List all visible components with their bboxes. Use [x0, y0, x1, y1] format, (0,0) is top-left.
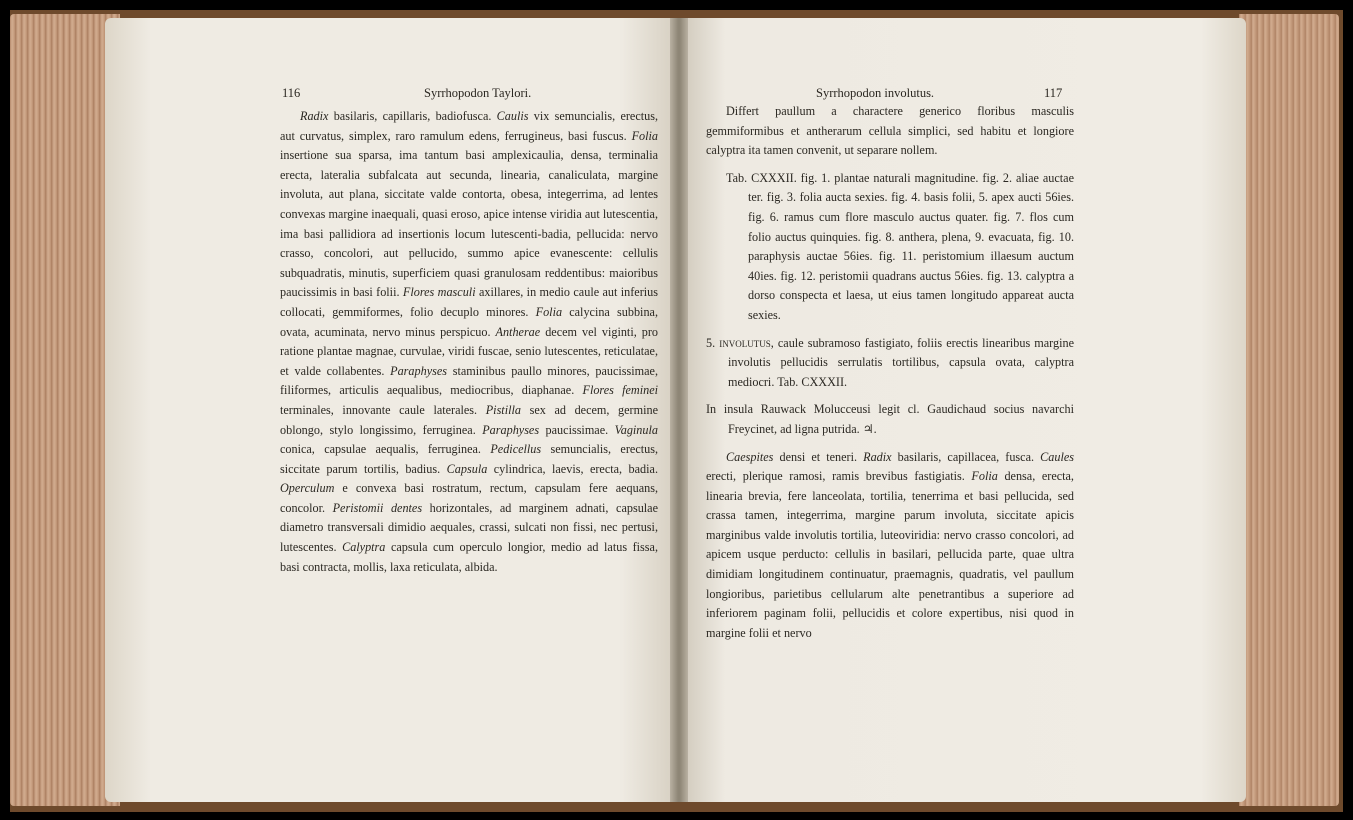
book-gutter	[670, 18, 688, 802]
right-page-number: 117	[1044, 86, 1063, 100]
description-term: Capsula	[446, 461, 488, 476]
description-term: Peristomii dentes	[332, 500, 423, 515]
description-text: terminales, innovante caule laterales.	[280, 402, 486, 417]
description-term: Antherae	[495, 324, 541, 339]
description-term: Flores feminei	[582, 383, 658, 398]
description-term: Folia	[631, 128, 658, 143]
caespites-term: Folia	[971, 469, 998, 484]
description-term: Pistilla	[485, 402, 521, 417]
description-term: Vaginula	[614, 422, 658, 437]
right-running-title: Syrrhopodon involutus.	[816, 86, 935, 100]
description-term: Folia	[535, 304, 563, 319]
description-text: cylindrica, laevis, erecta, badia.	[487, 461, 658, 476]
description-text: basilaris, capillaris, badiofusca.	[328, 109, 497, 123]
description-text: calycina subbina, ovata, acuminata, nervo minus perspicuo.	[280, 304, 658, 339]
species-diagnosis-text: , caule subramoso fastigiato, foliis erectis linearibus margine involutis pellucidis serrulatis tortilibus, capsula ovata, calyptra mediocri. Tab. CXXXII.	[728, 335, 1075, 389]
right-page-edges	[1239, 14, 1339, 806]
species-diagnosis	[706, 334, 1074, 393]
description-term: Radix	[300, 109, 329, 123]
caespites-term: Caules	[1040, 449, 1074, 464]
description-term: Paraphyses	[482, 422, 540, 437]
left-page-number: 116	[282, 86, 301, 100]
species-name: involutus	[719, 335, 771, 350]
left-running-title: Syrrhopodon Taylori.	[424, 86, 532, 100]
caespites-text: basilaris, capillacea, fusca.	[891, 449, 1041, 464]
description-term: Flores masculi	[402, 285, 476, 300]
caespites-text: densi et teneri.	[773, 449, 864, 464]
description-term: Caulis	[496, 109, 529, 123]
description-term: Calyptra	[342, 540, 386, 555]
description-term: Paraphyses	[390, 363, 448, 378]
left-page-body	[280, 107, 658, 577]
description-text: staminibus paullo minores, paucissimae, filiformes, articulis aequalibus, mediocribus, diaphanae.	[280, 363, 658, 398]
left-page-edges	[10, 14, 120, 806]
description-text: vix semuncialis, erectus, aut curvatus, simplex, raro ramulum edens, ferrugineus, basi fuscus.	[280, 109, 658, 143]
description-text: decem vel viginti, pro ratione plantae magnae, curvulae, viridi fuscae, senio lutescentes, reticulatae, et valde collabentes.	[280, 324, 658, 378]
differt-paragraph: Differt paullum a charactere generico floribus masculis gemmiformibus et antherarum cellula simplici, sed habitu et longiore calyptra ita tamen convenit, ut separare nollem.	[706, 104, 1074, 158]
description-text: conica, capsulae aequalis, ferruginea.	[280, 442, 491, 457]
caespites-text: densa, erecta, linearia brevia, fere lanceolata, tortilia, tenerrima et basi pellucida, sed crassa tamen, integerrima, margine parum involuta, siccitate apicis marginibus valde involutis tortilia, luteoviridia: nervo crasso concolori, ad apicem usque perducto: cellulis in basilari, pellucida parte, quae ultra dimidiam longitudinem continuatur, praemagnis, quadratis, vel paullum longioribus, parietibus cellularum alte penetrantibus a superiore ad inferiorem paginam folii, pellucidis et colore expertibus, nisi quod in margine folii et nervo	[706, 469, 1074, 640]
caespites-text: erecti, plerique ramosi, ramis brevibus fastigiatis.	[706, 469, 972, 484]
description-term: Operculum	[280, 481, 335, 496]
description-text: horizontales, ad marginem adnati, capsulae diametro transversali dimidio aequales, crassi, sulcati non fissi, nec pertusi, lutescentes.	[280, 500, 658, 555]
caespites-paragraph	[706, 448, 1074, 644]
species-number: 5.	[706, 335, 716, 350]
locality-paragraph: In insula Rauwack Molucceusi legit cl. Gaudichaud socius navarchi Freycinet, ad ligna putrida. ♃.	[706, 402, 1074, 436]
description-text: capsula cum operculo longior, medio ad latus fissa, basi contracta, mollis, laxa reticulata, albida.	[280, 540, 658, 574]
description-text: e convexa basi rostratum, rectum, capsulam fere aequans, concolor.	[280, 481, 658, 515]
description-text: semuncialis, erectus, siccitate parum tortilis, badius.	[280, 442, 658, 476]
description-text: sex ad decem, germine oblongo, stylo longissimo, ferruginea.	[280, 402, 658, 437]
tab-figures-paragraph: Tab. CXXXII. fig. 1. plantae naturali magnitudine. fig. 2. aliae auctae ter. fig. 3. folia aucta sexies. fig. 4. basis folii, 5. apex aucti 56ies. fig. 6. ramus cum flore masculo auctus quater. fig. 7. flos cum folio auctus quinquies. fig. 8. anthera, plena, 9. evacuata, fig. 10. paraphysis auctae 56ies. fig. 11. peristomium illaesum auctum 40ies. fig. 12. peristomii quadrans auctus 56ies. fig. 13. calyptra a dorso conspecta et laesa, ut eius tamen longitudo appareat aucta sexies.	[726, 170, 1074, 322]
caespites-term: Radix	[863, 449, 892, 464]
description-text: paucissimae.	[539, 422, 615, 437]
description-paragraph	[280, 107, 658, 577]
description-text: insertione sua sparsa, ima tantum basi amplexicaulia, densa, terminalia erecta, lateralia subfalcata aut secunda, linearia, canaliculata, margine involuta, aut plana, siccitate valde contorta, obesa, integerrima, ad lentes convexas margine inaequali, quasi eroso, apice intense viridia aut lutescentia, ima basi pallidiora ad insertionis locum lutescenti-badia, pellucida: nervo crasso, concolori, aut pellucido, summo apice evanescente: cellulis subquadratis, minutis, superficiem quasi granulosam reddentibus: maioribus paucissimis in basi folii.	[280, 148, 658, 300]
description-text: axillares, in medio caule aut inferius collocati, gemmiformes, folio decuplo minores.	[280, 285, 659, 319]
caespites-term: Caespites	[726, 449, 774, 464]
right-page-body	[706, 102, 1074, 643]
description-term: Pedicellus	[490, 442, 542, 457]
